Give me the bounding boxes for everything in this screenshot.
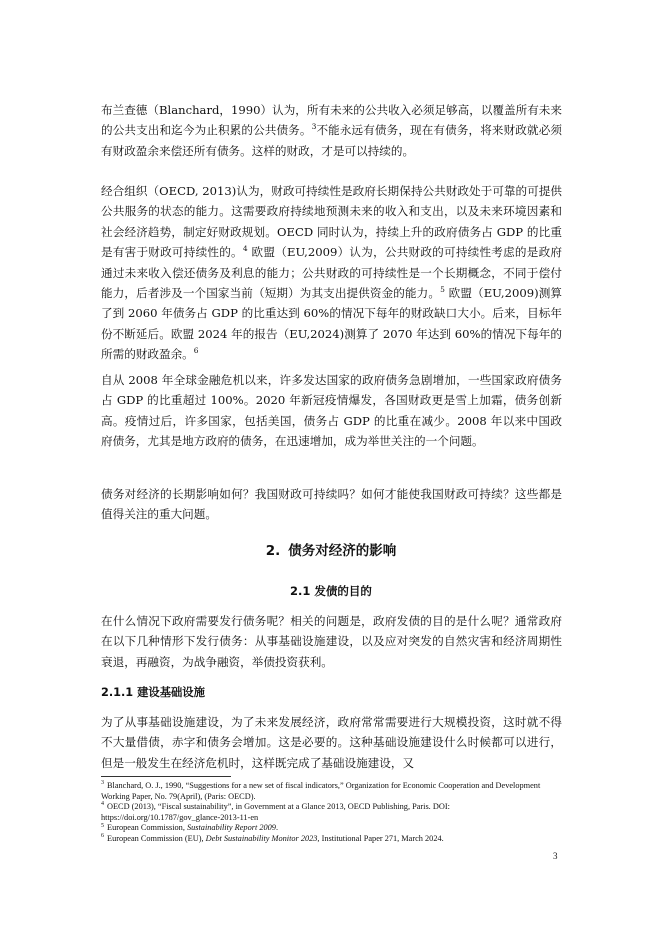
footnote-ref-4: 4 (242, 244, 248, 254)
footnote-ref-6: 6 (193, 346, 199, 356)
paragraph-text: 不能永远有债务，现在有债务，将来财政就必须有财政盈余来偿还所有债务。这样的财政，才是可以持续的。 (101, 123, 562, 158)
footnote-mark: 5 (101, 822, 104, 829)
footnote-italic-title: Sustainability Report 2009 (186, 823, 276, 833)
paragraph-debt-purpose: 在什么情况下政府需要发行债务呢？相关的问题是，政府发债的目的是什么呢？通常政府在以下几种情形下发行债务：从事基础设施建设，以及应对突发的自然灾害和经济周期性衰退，再融资，为战争融资，举债投资获利。 (101, 614, 562, 669)
footnote-italic-title: Debt Sustainability Monitor 2023 (205, 833, 318, 843)
footnote-text: OECD (2013), “Fiscal sustainability”, in Government at a Glance 2013, OECD Publishing, Paris. DOI: https://doi.org/10.1787/gov_glance-2013-11-en (101, 802, 450, 822)
footnote-3 (101, 781, 566, 802)
paragraph-text: 布兰查德（Blanchard，1990）认为，所有未来的公共收入必须足够高，以覆盖所有未来的公共支出和迄今为止积累的公共债务。 (101, 103, 562, 138)
paragraph-text: 欧盟（EU,2009)测算了到 2060 年债务占 GDP 的比重达到 60%的情况下每年的财政缺口大小。后来，目标年份不断延后。欧盟 2024 年的报告（EU,2024)测算了 2070 年达到 60%的情况下每年的所需的财政盈余。 (101, 286, 562, 362)
footnote-5 (101, 823, 566, 834)
footnote-ref-5: 5 (440, 285, 445, 295)
paragraph-oecd-eu (101, 181, 562, 365)
section-heading (0, 539, 662, 559)
page-number: 3 (553, 851, 558, 861)
footnote-text: . (275, 823, 279, 833)
footnote-text: Blanchard, O. J., 1990, “Suggestions for a new set of fiscal indicators,” Organization for Economic Cooperation and Development Working Paper, No. 79(April), (Paris: OECD). (101, 781, 541, 801)
paragraph-questions: 债务对经济的长期影响如何？我国财政可持续吗？如何才能使我国财政可持续？这些都是值得关注的重大问题。 (101, 487, 562, 522)
footnote-mark: 4 (101, 801, 104, 808)
section-number: 2. (265, 543, 281, 559)
footnote-6 (101, 834, 566, 845)
footnote-divider (101, 776, 231, 777)
footnotes (101, 781, 566, 845)
footnote-mark: 6 (101, 833, 104, 840)
footnote-mark: 3 (101, 780, 104, 787)
paragraph-crisis: 自从 2008 年全球金融危机以来，许多发达国家的政府债务急剧增加，一些国家政府债务占 GDP 的比重超过 100%。2020 年新冠疫情爆发，各国财政更是雪上加霜，债务创新高。疫情过后，许多国家，包括美国，债务占 GDP 的比重在减少。2008 年以来中国政府债务，尤其是地方政府的债务，在迅速增加，成为举世关注的一个问题。 (101, 373, 562, 449)
paragraph-text: 经合组织（OECD, 2013)认为，财政可持续性是政府长期保持公共财政处于可靠的可提供公共服务的状态的能力。这需要政府持续地预测未来的收入和支出，以及未来环境因素和社会经济趋势，制定好财政规划。OECD 同时认为，持续上升的政府债务占 GDP 的比重是有害于财政可持续性的。 (101, 184, 562, 260)
paragraph-infrastructure: 为了从事基础设施建设，为了未来发展经济，政府常常需要进行大规模投资，这时就不得不大量借债，赤字和债务会增加。这是必要的。这种基础设施建设什么时候都可以进行，但是一般发生在经济危机时，这样既完成了基础设施建设，又 (101, 715, 562, 770)
subsubsection-heading: 2.1.1 建设基础设施 (101, 686, 205, 699)
footnote-text: , Institutional Paper 271, March 2024. (317, 833, 444, 843)
paragraph-text: 欧盟（EU,2009）认为，公共财政的可持续性考虑的是政府通过未来收入偿还债务及利息的能力；公共财政的可持续性是一个长期概念，不同于偿付能力，后者涉及一个国家当前（短期）为其支出提供资金的能力。 (101, 245, 562, 301)
footnote-4 (101, 802, 566, 823)
paragraph-blanchard (101, 100, 562, 161)
subsection-heading: 2.1 发债的目的 (290, 584, 372, 598)
section-title: 债务对经济的影响 (288, 543, 397, 559)
footnote-text: European Commission (EU), (107, 833, 206, 843)
footnote-text: European Commission, (107, 823, 187, 833)
footnote-ref-3: 3 (311, 122, 317, 132)
